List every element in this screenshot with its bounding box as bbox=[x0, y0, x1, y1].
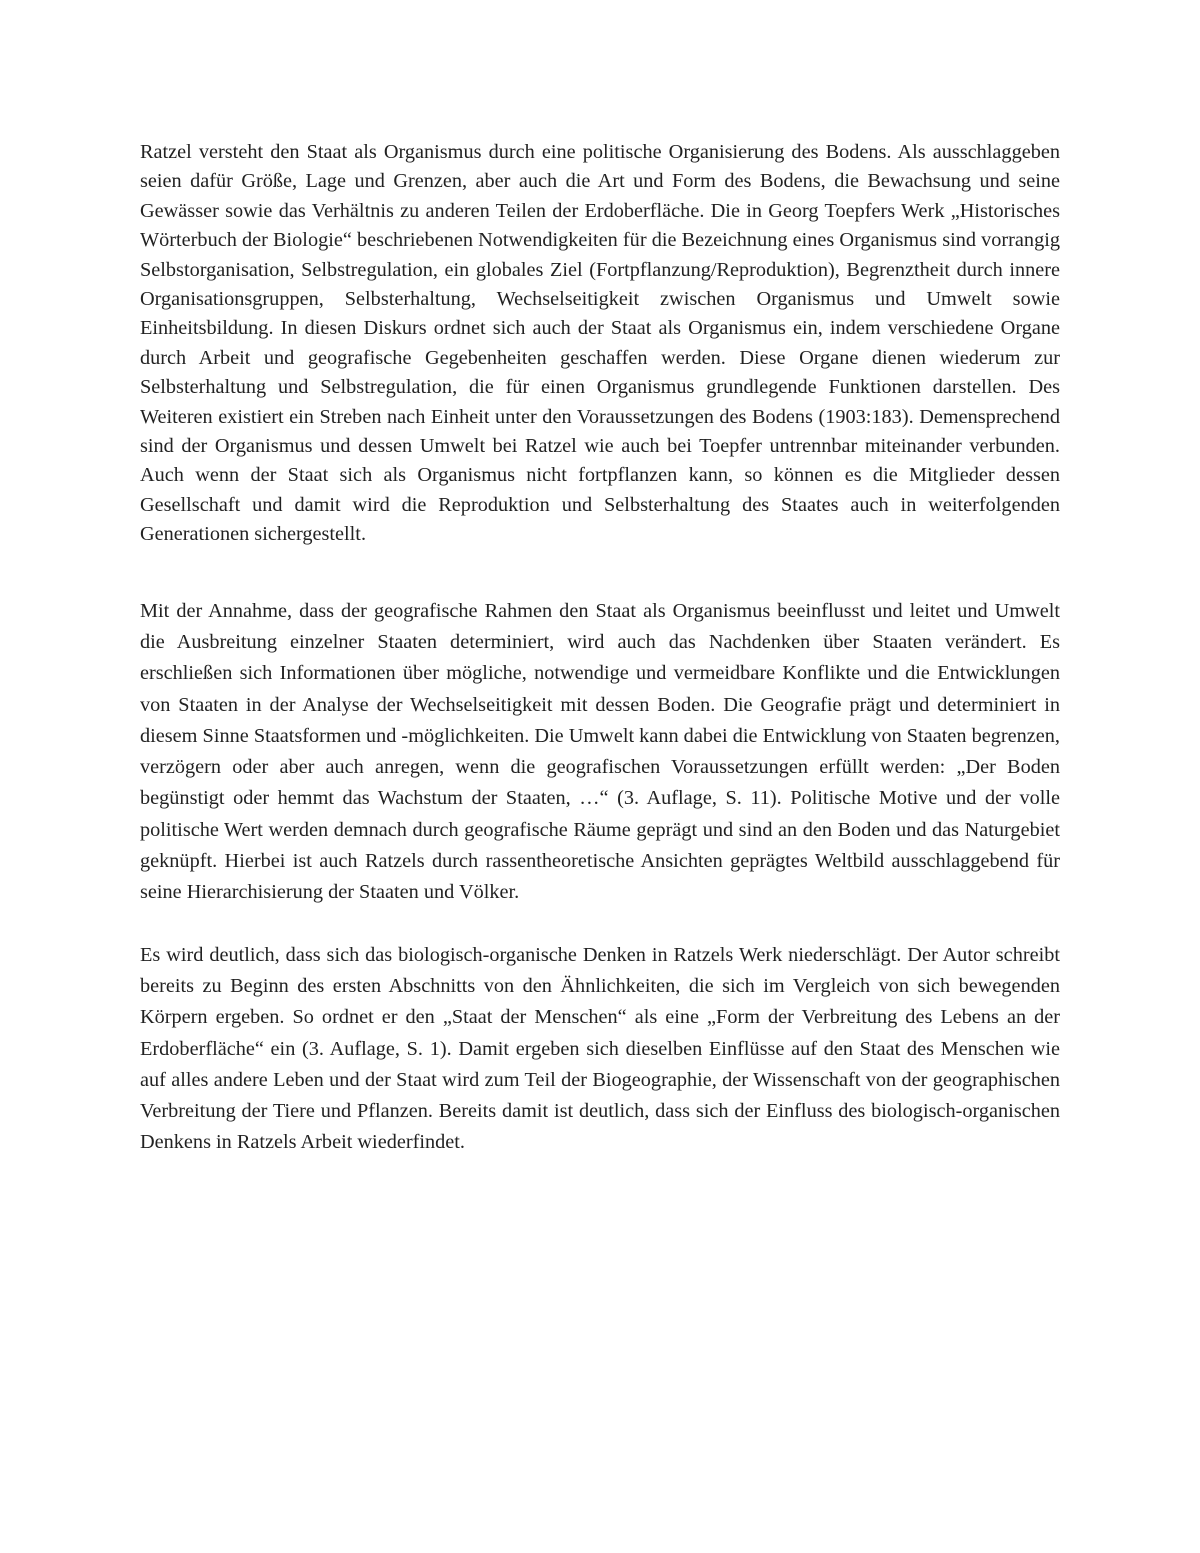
paragraph-1: Ratzel versteht den Staat als Organismus durch eine politische Organisierung des Bodens. Als ausschlaggeben seien dafür Größe, Lage und Grenzen, aber auch die Art und Form des Bodens, die Bewachsung und seine Gewässer sowie das Verhältnis zu anderen Teilen der Erdoberfläche. Die in Georg Toepfers Werk „Historisches Wörterbuch der Biologie“ beschriebenen Notwendigkeiten für die Bezeichnung eines Organismus sind vorrangig Selbstorganisation, Selbstregulation, ein globales Ziel (Fortpflanzung/Reproduktion), Begrenztheit durch innere Organisationsgruppen, Selbsterhaltung, Wechselseitigkeit zwischen Organismus und Umwelt sowie Einheitsbildung. In diesen Diskurs ordnet sich auch der Staat als Organismus ein, indem verschiedene Organe durch Arbeit und geografische Gegebenheiten geschaffen werden. Diese Organe dienen wiederum zur Selbsterhaltung und Selbstregulation, die für einen Organismus grundlegende Funktionen darstellen. Des Weiteren existiert ein Streben nach Einheit unter den Voraussetzungen des Bodens (1903:183). Demensprechend sind der Organismus und dessen Umwelt bei Ratzel wie auch bei Toepfer untrennbar miteinander verbunden. Auch wenn der Staat sich als Organismus nicht fortpflanzen kann, so können es die Mitglieder dessen Gesellschaft und damit wird die Reproduktion und Selbsterhaltung des Staates auch in weiterfolgenden Generationen sichergestellt. bbox=[140, 141, 1060, 546]
paragraph-2: Mit der Annahme, dass der geografische Rahmen den Staat als Organismus beeinflusst und leitet und Umwelt die Ausbreitung einzelner Staaten determiniert, wird auch das Nachdenken über Staaten verändert. Es erschließen sich Informationen über mögliche, notwendige und vermeidbare Konflikte und die Entwicklungen von Staaten in der Analyse der Wechselseitigkeit mit dessen Boden. Die Geografie prägt und determiniert in diesem Sinne Staatsformen und -möglichkeiten. Die Umwelt kann dabei die Entwicklung von Staaten begrenzen, verzögern oder aber auch anregen, wenn die geografischen Voraussetzungen erfüllt werden: „Der Boden begünstigt oder hemmt das Wachstum der Staaten, …“ (3. Auflage, S. 11). Politische Motive und der volle politische Wert werden demnach durch geografische Räume geprägt und sind an den Boden und das Naturgebiet geknüpft. Hierbei ist auch Ratzels durch rassentheoretische Ansichten geprägtes Weltbild ausschlaggebend für seine Hierarchisierung der Staaten und Völker. bbox=[140, 599, 1060, 904]
document-body bbox=[140, 138, 1060, 1159]
paragraph-3: Es wird deutlich, dass sich das biologisch-organische Denken in Ratzels Werk niederschlägt. Der Autor schreibt bereits zu Beginn des ersten Abschnitts von den Ähnlichkeiten, die sich im Vergleich von sich bewegenden Körpern ergeben. So ordnet er den „Staat der Menschen“ als eine „Form der Verbreitung des Lebens an der Erdoberfläche“ ein (3. Auflage, S. 1). Damit ergeben sich dieselben Einflüsse auf den Staat des Menschen wie auf alles andere Leben und der Staat wird zum Teil der Biogeographie, der Wissenschaft von der geographischen Verbreitung der Tiere und Pflanzen. Bereits damit ist deutlich, dass sich der Einfluss des biologisch-organischen Denkens in Ratzels Arbeit wiederfindet. bbox=[140, 943, 1060, 1154]
